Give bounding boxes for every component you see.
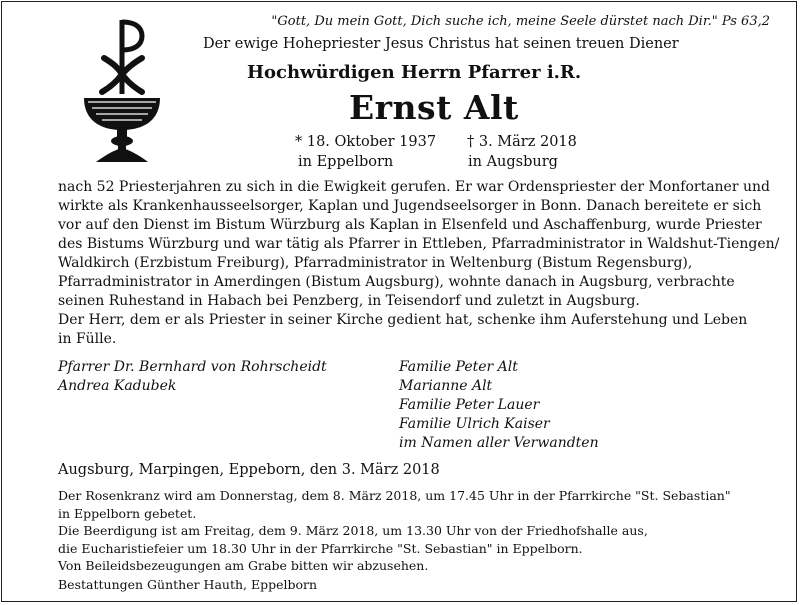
service-notes bbox=[58, 487, 731, 575]
body-line: seinen Ruhestand in Habach bei Penzberg, in Teisendorf und zuletzt in Augsburg. bbox=[58, 293, 640, 309]
body-line: Der Herr, dem er als Priester in seiner Kirche gedient hat, schenke ihm Auferstehung und Leben bbox=[58, 312, 748, 328]
intro-line: Der ewige Hohepriester Jesus Christus hat seinen treuen Diener bbox=[203, 36, 679, 52]
undertaker: Bestattungen Günther Hauth, Eppelborn bbox=[58, 577, 318, 592]
signatory: Familie Peter Alt bbox=[399, 359, 518, 375]
birth-place: in Eppelborn bbox=[298, 154, 394, 170]
chi-rho-chalice-icon bbox=[74, 16, 170, 166]
note-line: in Eppelborn gebetet. bbox=[58, 505, 197, 521]
body-line: in Fülle. bbox=[58, 331, 117, 347]
deceased-name: Ernst Alt bbox=[349, 88, 519, 127]
birth-date: * 18. Oktober 1937 bbox=[295, 134, 437, 150]
death-date: † 3. März 2018 bbox=[467, 134, 577, 150]
note-line: die Eucharistiefeier um 18.30 Uhr in der Pfarrkirche "St. Sebastian" in Eppelborn. bbox=[58, 540, 583, 556]
bible-quote: "Gott, Du mein Gott, Dich suche ich, meine Seele dürstet nach Dir." Ps 63,2 bbox=[271, 14, 770, 29]
signatory: im Namen aller Verwandten bbox=[399, 435, 599, 451]
body-line: des Bistums Würzburg und war tätig als Pfarrer in Ettleben, Pfarradministrator in Waldshut-Tiengen/ bbox=[58, 236, 780, 252]
body-line: Waldkirch (Erzbistum Freiburg), Pfarradministrator in Weltenburg (Bistum Regensburg), bbox=[58, 255, 693, 271]
signatory: Familie Ulrich Kaiser bbox=[399, 416, 550, 432]
signatories-left bbox=[58, 358, 327, 396]
obituary-body bbox=[58, 178, 780, 349]
signatory: Marianne Alt bbox=[399, 378, 493, 394]
note-line: Der Rosenkranz wird am Donnerstag, dem 8. März 2018, um 17.45 Uhr in der Pfarrkirche "St. Sebastian" bbox=[58, 488, 731, 503]
death-place: in Augsburg bbox=[468, 154, 558, 170]
signatory: Andrea Kadubek bbox=[58, 378, 177, 394]
body-line: vor auf den Dienst im Bistum Würzburg als Kaplan in Elsenfeld und Aschaffenburg, wurde Priester bbox=[58, 217, 762, 233]
body-line: nach 52 Priesterjahren zu sich in die Ewigkeit gerufen. Er war Ordenspriester der Monfortaner und bbox=[58, 179, 770, 195]
place-and-date: Augsburg, Marpingen, Eppeborn, den 3. März 2018 bbox=[58, 462, 440, 478]
signatories-right bbox=[399, 358, 599, 453]
signatory: Pfarrer Dr. Bernhard von Rohrscheidt bbox=[58, 359, 327, 375]
body-line: wirkte als Krankenhausseelsorger, Kaplan und Jugendseelsorger in Bonn. Danach bereitete er sich bbox=[58, 198, 762, 214]
note-line: Von Beileidsbezeugungen am Grabe bitten wir abzusehen. bbox=[58, 558, 429, 573]
body-line: Pfarradministrator in Amerdingen (Bistum Augsburg), wohnte danach in Augsburg, verbrachte bbox=[58, 274, 735, 290]
signatory: Familie Peter Lauer bbox=[399, 397, 540, 413]
honorific-title: Hochwürdigen Herrn Pfarrer i.R. bbox=[247, 62, 582, 83]
note-line: Die Beerdigung ist am Freitag, dem 9. März 2018, um 13.30 Uhr von der Friedhofshalle aus, bbox=[58, 523, 648, 538]
